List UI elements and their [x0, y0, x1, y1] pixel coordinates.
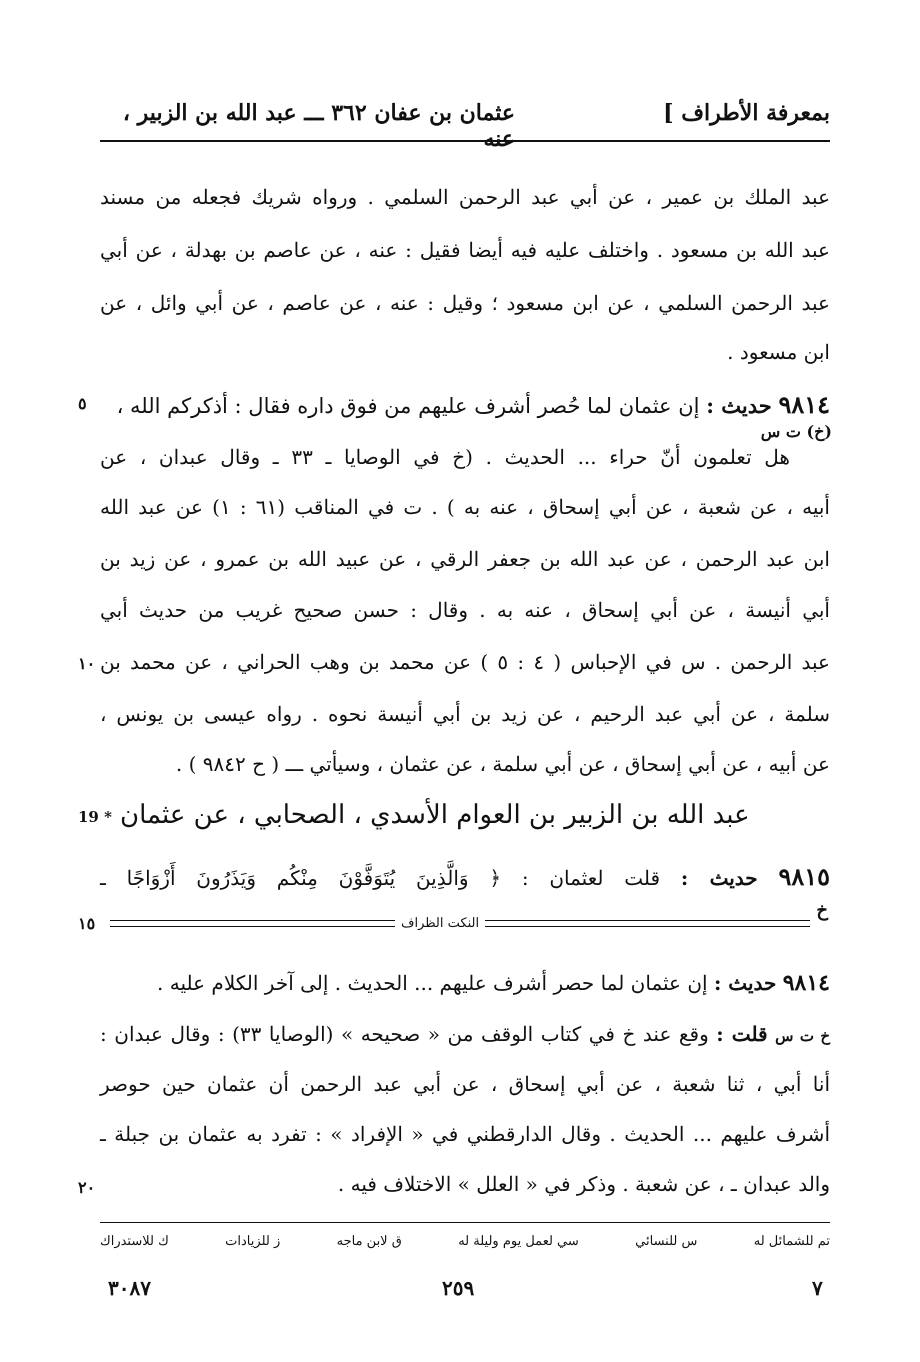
page-number-right: ٧	[812, 1276, 823, 1300]
abbrev-item: سي لعمل يوم وليلة له	[458, 1234, 579, 1249]
abbrev-item: تم للشمائل له	[753, 1234, 830, 1249]
hadith-label: حديث :	[713, 971, 777, 995]
abbrev-item: ق لابن ماجه	[336, 1234, 402, 1249]
hadith-sigla: خ	[816, 900, 828, 921]
nukat-qultu-line	[100, 1022, 830, 1046]
nukat-separator	[110, 914, 810, 938]
hadith-number: ٩٨١٤	[778, 390, 830, 419]
page-number-center: ٢٥٩	[442, 1276, 475, 1300]
hadith-number: ٩٨١٥	[778, 862, 830, 891]
abbrev-item: ز للزيادات	[225, 1234, 281, 1249]
separator-label: النكت الظراف	[395, 916, 485, 931]
sigla-inline: خ ت س	[775, 1027, 831, 1045]
text-line: أشرف عليهم ... الحديث . وقال الدارقطني في « الإفراد » : تفرد به عثمان بن جبلة ـ	[100, 1122, 830, 1146]
hadith-text: قلت لعثمان : ﴿ وَالَّذِينَ يُتَوَفَّوْنَ مِنْكُم وَيَذَرُونَ أَزْوَاجًا ـ	[100, 866, 661, 890]
text-line: عن أبيه ، عن أبي إسحاق ، عن أبي سلمة ، عن عثمان ، وسيأتي ـــ ( ح ٩٨٤٢ ) .	[175, 752, 830, 776]
hadith-9815-line	[100, 862, 830, 891]
nukat-first-line	[100, 970, 830, 996]
hadith-sigla: (خ) ت س	[760, 422, 832, 441]
header-rule	[100, 140, 830, 142]
text-line: أبيه ، عن شعبة ، عن أبي إسحاق ، عنه به ) . ت في المناقب (٦١ : ١) عن عبد الله	[100, 495, 830, 519]
hadith-text: إن عثمان لما حصر أشرف عليهم ... الحديث . إلى آخر الكلام عليه .	[157, 971, 708, 995]
line-number-10: ١٠	[78, 654, 96, 673]
running-header	[100, 100, 830, 152]
section-title: عبد الله بن الزبير بن العوام الأسدي ، الصحابي ، عن عثمان	[120, 800, 750, 830]
hadith-text: إن عثمان لما حُصر أشرف عليهم من فوق داره فقال : أذكركم الله ،	[116, 394, 700, 418]
hadith-label: حديث :	[706, 393, 772, 418]
page-number-left: ٣٠٨٧	[108, 1276, 151, 1300]
line-number-15: ١٥	[78, 914, 96, 933]
text-line: هل تعلمون أنّ حراء ... الحديث . (خ في الوصايا ـ ٣٣ ـ وقال عبدان ، عن	[100, 445, 790, 469]
text-line: عبد الملك بن عمير ، عن أبي عبد الرحمن السلمي . ورواه شريك فجعله من مسند	[100, 185, 830, 209]
hadith-text: وقع عند خ في كتاب الوقف من « صحيحه » (الوصايا ٣٣) : وقال عبدان :	[100, 1022, 709, 1046]
text-line: أنا أبي ، ثنا شعبة ، عن أبي إسحاق ، عن أبي عبد الرحمن أن عثمان حين حوصر	[100, 1072, 830, 1096]
header-chapter-title: عثمان بن عفان ٣٦٢ ـــ عبد الله بن الزبير ، عنه	[122, 100, 515, 152]
hadith-number: ٩٨١٤	[782, 970, 830, 996]
qultu-label: قلت :	[716, 1022, 768, 1046]
footer-rule	[100, 1222, 830, 1223]
text-line: عبد الله بن مسعود . واختلف عليه فيه أيضا فقيل : عنه ، عن عاصم بن بهدلة ، عن أبي	[100, 238, 830, 262]
abbrev-item: ك للاستدراك	[100, 1234, 169, 1249]
text-line: عبد الرحمن . س في الإحباس ( ٤ : ٥ ) عن محمد بن وهب الحراني ، عن محمد بن	[100, 650, 830, 674]
line-number-20: ٢٠	[78, 1178, 96, 1197]
text-line: والد عبدان ـ ، عن شعبة . وذكر في « العلل » الاختلاف فيه .	[337, 1172, 830, 1196]
text-line: ابن مسعود .	[727, 340, 830, 364]
text-line: عبد الرحمن السلمي ، عن ابن مسعود ؛ وقيل : عنه ، عن عاصم ، عن أبي وائل ، عن	[100, 291, 830, 315]
text-line: أبي أنيسة ، عن أبي إسحاق ، عنه به . وقال : حسن صحيح غريب من حديث أبي	[100, 598, 830, 622]
abbrev-item: س للنسائي	[635, 1234, 698, 1249]
abbreviation-key	[100, 1234, 830, 1249]
text-line: ابن عبد الرحمن ، عن عبد الله بن جعفر الرقي ، عن عبيد الله بن عمرو ، عن زيد بن	[100, 547, 830, 571]
section-number: 19 *	[78, 808, 112, 826]
header-book-title: بمعرفة الأطراف ]	[663, 100, 830, 126]
text-line: سلمة ، عن أبي عبد الرحيم ، عن زيد بن أبي أنيسة نحوه . رواه عيسى بن يونس ،	[100, 702, 830, 726]
hadith-label: حديث :	[680, 866, 758, 890]
hadith-9814-first-line	[100, 390, 830, 419]
line-number-5: ٥	[78, 394, 87, 413]
